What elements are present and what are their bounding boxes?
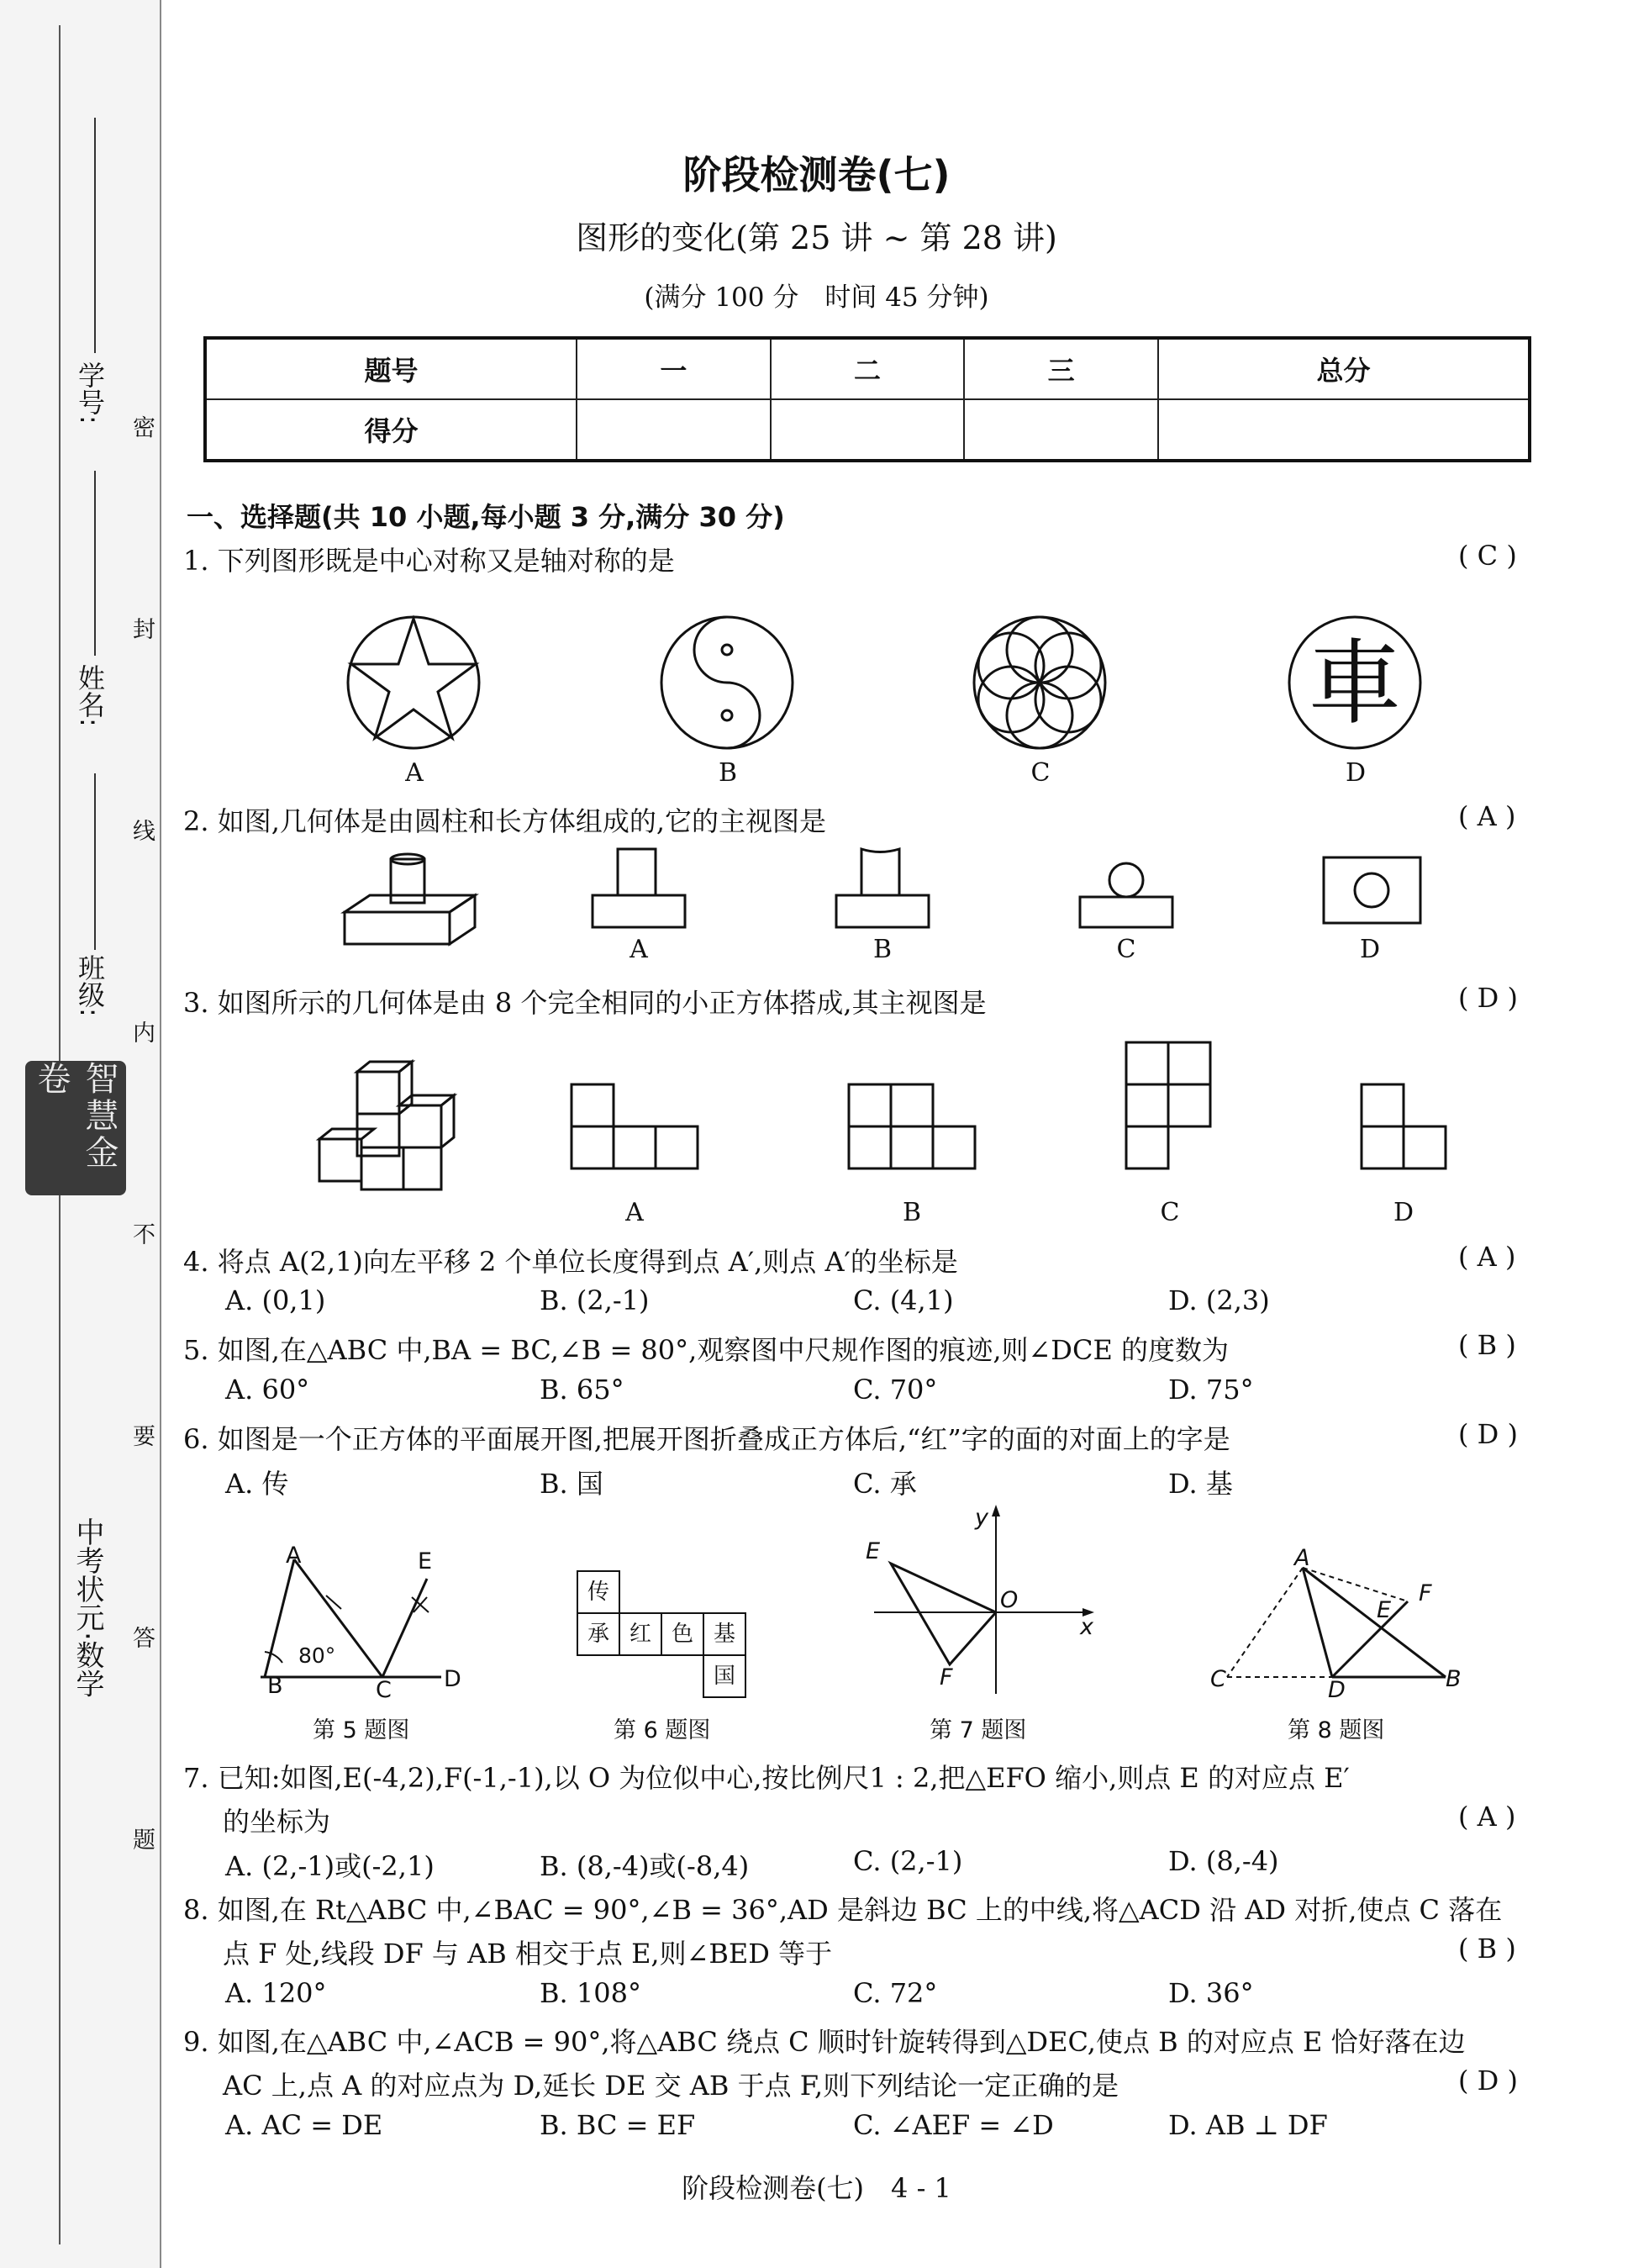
fig6-cell: 基: [703, 1612, 746, 1656]
fig5-point-a: A: [286, 1543, 302, 1569]
fig5-point-e: E: [418, 1548, 433, 1574]
question-7-answer: ( A ): [1458, 1801, 1516, 1833]
q3-option-d: [1357, 1080, 1450, 1173]
question-5-answer: ( B ): [1458, 1329, 1516, 1361]
q8-option-a[interactable]: A. 120°: [225, 1977, 327, 2009]
q1-figure-d-glyph: 車: [1309, 630, 1401, 737]
q9-option-a[interactable]: A. AC = DE: [225, 2109, 383, 2141]
fig7-point-o: O: [1000, 1587, 1019, 1613]
q5-option-d[interactable]: D. 75°: [1168, 1374, 1254, 1406]
q2-option-d: [1320, 849, 1429, 933]
q3-solid: [315, 1055, 475, 1198]
class-label: 班级:: [74, 954, 106, 1017]
q3-label-d: D: [1393, 1198, 1414, 1227]
question-8-stem: 8. 如图,在 Rt△ABC 中,∠BAC = 90°,∠B = 36°,AD 是斜边 BC 上的中线,将△ACD 沿 AD 对折,使点 C 落在: [183, 1894, 1503, 1926]
question-2-stem: 2. 如图,几何体是由圆柱和长方体组成的,它的主视图是: [183, 805, 827, 837]
fig8-diagram: [1219, 1559, 1462, 1694]
q6-option-b[interactable]: B. 国: [540, 1468, 603, 1500]
q9-option-d[interactable]: D. AB ⊥ DF: [1168, 2109, 1328, 2141]
q5-option-b[interactable]: B. 65°: [540, 1374, 624, 1406]
question-3-stem: 3. 如图所示的几何体是由 8 个完全相同的小正方体搭成,其主视图是: [183, 987, 987, 1019]
student-no-label: 学号:: [74, 361, 106, 425]
q5-option-a[interactable]: A. 60°: [225, 1374, 310, 1406]
fig8-caption: 第 8 题图: [1288, 1717, 1385, 1743]
fig6-cell: 承: [577, 1612, 620, 1656]
q2-option-c: [1076, 845, 1185, 937]
cut-char: 答: [133, 1626, 155, 1652]
q1-figure-c: [971, 614, 1114, 757]
fig6-net: [577, 1570, 748, 1701]
q1-figure-a: [345, 614, 487, 757]
fig6-caption: 第 6 题图: [614, 1717, 711, 1743]
q3-option-c: [1122, 1038, 1214, 1173]
section-heading: 一、选择题(共 10 小题,每小题 3 分,满分 30 分): [187, 501, 785, 533]
q4-option-d[interactable]: D. (2,3): [1168, 1284, 1270, 1316]
class-line[interactable]: [94, 773, 96, 950]
q4-option-c[interactable]: C. (4,1): [853, 1284, 954, 1316]
q3-option-a: [567, 1080, 702, 1173]
brand-logo: 智慧金卷: [25, 1061, 126, 1195]
q6-option-c[interactable]: C. 承: [853, 1468, 917, 1500]
q4-option-a[interactable]: A. (0,1): [225, 1284, 326, 1316]
score-header-cell: 二: [771, 338, 965, 399]
q6-option-a[interactable]: A. 传: [225, 1468, 289, 1500]
fig7-diagram: [866, 1505, 1093, 1698]
fig5-point-d: D: [444, 1666, 461, 1692]
fig8-point-a: A: [1294, 1545, 1310, 1571]
q2-solid: [340, 849, 483, 950]
fig5-point-b: B: [267, 1673, 283, 1699]
question-6-answer: ( D ): [1458, 1418, 1518, 1450]
name-label: 姓名:: [74, 664, 106, 727]
q2-label-c: C: [1116, 935, 1136, 964]
question-1-stem: 1. 下列图形既是中心对称又是轴对称的是: [183, 545, 675, 577]
margin-divider: [160, 0, 161, 2268]
cut-char: 密: [133, 415, 155, 441]
q8-option-c[interactable]: C. 72°: [853, 1977, 938, 2009]
cut-char: 封: [133, 617, 155, 643]
exam-info: (满分 100 分 时间 45 分钟): [644, 282, 989, 313]
q1-label-a: A: [405, 758, 424, 788]
q7-option-c[interactable]: C. (2,-1): [853, 1845, 963, 1877]
question-9-stem-cont: AC 上,点 A 的对应点为 D,延长 DE 交 AB 于点 F,则下列结论一定正确的是: [223, 2070, 1119, 2102]
score-table-header-row: [205, 338, 1530, 399]
score-cell[interactable]: [964, 399, 1158, 461]
q8-option-b[interactable]: B. 108°: [540, 1977, 641, 2009]
page-subtitle: 图形的变化(第 25 讲 ~ 第 28 讲): [576, 219, 1057, 256]
q3-label-a: A: [625, 1198, 644, 1227]
score-row-label: 得分: [205, 399, 577, 461]
score-cell[interactable]: [1158, 399, 1530, 461]
fig8-point-f: F: [1419, 1580, 1432, 1606]
q9-option-b[interactable]: B. BC = EF: [540, 2109, 696, 2141]
q1-figure-b: [658, 614, 801, 757]
q7-option-d[interactable]: D. (8,-4): [1168, 1845, 1279, 1877]
q3-label-b: B: [902, 1198, 922, 1227]
cut-char: 要: [133, 1424, 155, 1450]
q8-option-d[interactable]: D. 36°: [1168, 1977, 1254, 2009]
fig8-point-c: C: [1210, 1666, 1226, 1692]
q4-option-b[interactable]: B. (2,-1): [540, 1284, 650, 1316]
fig5-caption: 第 5 题图: [313, 1717, 410, 1743]
q2-label-a: A: [629, 935, 648, 964]
fig7-axis-y: y: [975, 1505, 988, 1531]
q7-option-b[interactable]: B. (8,-4)或(-8,4): [540, 1850, 750, 1882]
question-9-stem: 9. 如图,在△ABC 中,∠ACB = 90°,将△ABC 绕点 C 顺时针旋转得到△DEC,使点 B 的对应点 E 恰好落在边: [183, 2026, 1466, 2058]
question-1-answer: ( C ): [1458, 540, 1517, 572]
fig6-cell: 国: [703, 1654, 746, 1698]
question-7-stem: 7. 已知:如图,E(-4,2),F(-1,-1),以 O 为位似中心,按比例尺1 : 2,把△EFO 缩小,则点 E 的对应点 E′: [183, 1762, 1350, 1794]
cut-char: 不: [133, 1222, 155, 1248]
name-line[interactable]: [94, 471, 96, 656]
q2-option-b: [832, 845, 941, 937]
fig6-cell: 色: [661, 1612, 704, 1656]
q6-option-d[interactable]: D. 基: [1168, 1468, 1233, 1500]
q5-option-c[interactable]: C. 70°: [853, 1374, 938, 1406]
fig8-point-b: B: [1446, 1666, 1462, 1692]
score-table: [203, 336, 1531, 462]
score-header-cell: 总分: [1158, 338, 1530, 399]
score-header-cell: 一: [577, 338, 771, 399]
fig5-point-c: C: [376, 1677, 392, 1703]
fig7-axis-x: x: [1080, 1614, 1093, 1640]
q7-option-a[interactable]: A. (2,-1)或(-2,1): [225, 1850, 435, 1882]
question-4-stem: 4. 将点 A(2,1)向左平移 2 个单位长度得到点 A′,则点 A′的坐标是: [183, 1246, 958, 1278]
q2-label-d: D: [1359, 935, 1381, 964]
fig8-point-d: D: [1328, 1677, 1346, 1703]
cut-char: 内: [133, 1021, 155, 1047]
fig6-cell: 传: [577, 1570, 620, 1614]
brand-text: 中考状元·数学: [71, 1517, 104, 1698]
score-table-row: [205, 399, 1530, 461]
question-8-answer: ( B ): [1458, 1933, 1516, 1965]
q3-label-c: C: [1160, 1198, 1180, 1227]
cut-char: 题: [133, 1828, 155, 1854]
fig7-point-e: E: [866, 1538, 881, 1564]
fig6-cell: 红: [619, 1612, 662, 1656]
score-cell[interactable]: [577, 399, 771, 461]
cut-char: 线: [133, 819, 155, 845]
question-6-stem: 6. 如图是一个正方体的平面展开图,把展开图折叠成正方体后,“红”字的面的对面上的字是: [183, 1423, 1230, 1455]
fig7-point-f: F: [940, 1664, 953, 1690]
q2-option-a: [588, 845, 698, 937]
fig8-point-e: E: [1377, 1597, 1392, 1623]
question-5-stem: 5. 如图,在△ABC 中,BA = BC,∠B = 80°,观察图中尺规作图的痕迹,则∠DCE 的度数为: [183, 1334, 1229, 1366]
q2-label-b: B: [872, 935, 893, 964]
fig5-angle-label: 80°: [298, 1643, 336, 1668]
score-header-cell: 三: [964, 338, 1158, 399]
question-8-stem-cont: 点 F 处,线段 DF 与 AB 相交于点 E,则∠BED 等于: [223, 1938, 833, 1970]
question-4-answer: ( A ): [1458, 1241, 1516, 1273]
score-cell[interactable]: [771, 399, 965, 461]
q9-option-c[interactable]: C. ∠AEF = ∠D: [853, 2109, 1054, 2141]
q1-label-b: B: [718, 758, 738, 788]
score-header-cell: 题号: [205, 338, 577, 399]
fig7-caption: 第 7 题图: [930, 1717, 1027, 1743]
q1-label-d: D: [1345, 758, 1367, 788]
q1-label-c: C: [1030, 758, 1051, 788]
q3-option-b: [845, 1080, 979, 1173]
question-3-answer: ( D ): [1458, 982, 1518, 1014]
question-9-answer: ( D ): [1458, 2065, 1518, 2097]
question-7-stem-cont: 的坐标为: [223, 1806, 331, 1838]
page-title: 阶段检测卷(七): [682, 152, 951, 198]
question-2-answer: ( A ): [1458, 800, 1516, 832]
page-footer: 阶段检测卷(七) 4 - 1: [682, 2172, 951, 2204]
